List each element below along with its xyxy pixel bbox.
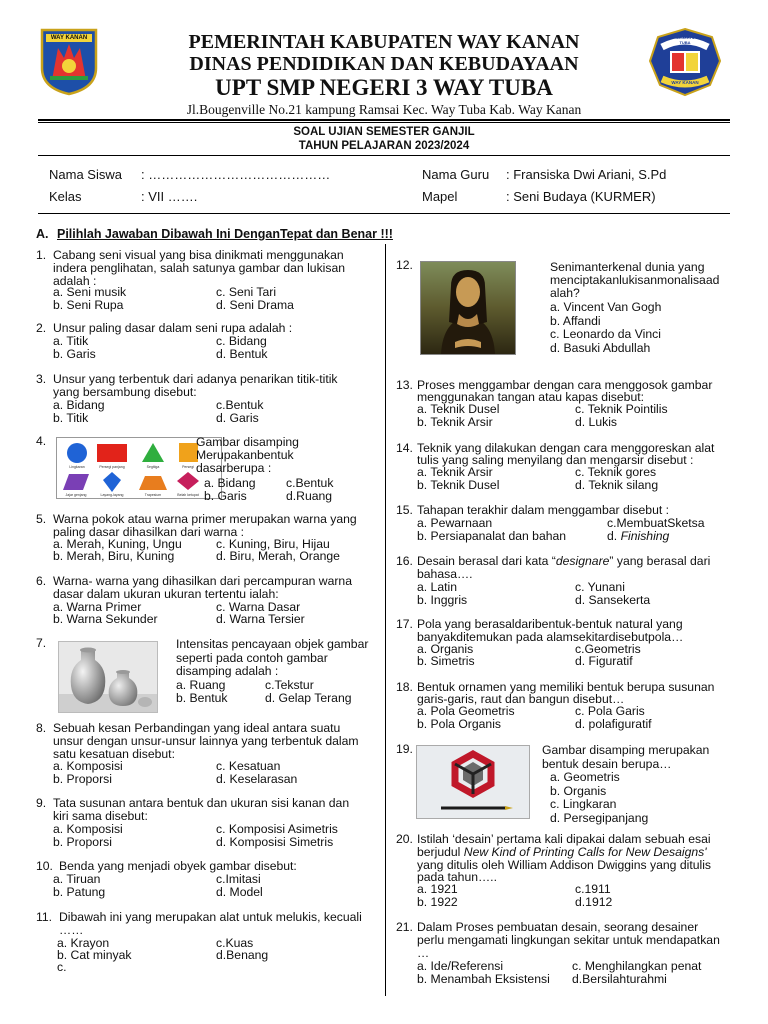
kelas-label: Kelas bbox=[49, 189, 82, 204]
option-d[interactable]: d. polafiguratif bbox=[575, 717, 652, 731]
question-text: Bentuk ornamen yang memiliki bentuk berupa susunan bbox=[417, 680, 715, 694]
option-d[interactable]: d. Gelap Terang bbox=[265, 691, 352, 705]
option-b[interactable]: b. Persiapanalat dan bahan bbox=[417, 529, 567, 543]
option-b[interactable]: b. Organis bbox=[550, 784, 607, 798]
nama-guru-value: : Fransiska Dwi Ariani, S.Pd bbox=[506, 167, 667, 182]
option-b[interactable]: b. Pola Organis bbox=[417, 717, 502, 731]
right-logo-bottom-text: WAY KANAN bbox=[671, 80, 699, 85]
question-number: 11. bbox=[36, 910, 53, 924]
question-number: 7. bbox=[36, 636, 47, 650]
question-4 bbox=[36, 435, 381, 505]
question-text: Intensitas pencayaan objek gambar bbox=[176, 637, 369, 651]
nama-siswa-value: : …………………………………… bbox=[141, 167, 331, 182]
shape-caption: Persegi panjang bbox=[99, 465, 125, 469]
question-text: Senimanterkenal dunia yang bbox=[550, 260, 705, 274]
question-text: perlu mengamati lingkungan sekitar untuk mendapatkan bbox=[417, 933, 720, 947]
option-a[interactable]: a. Komposisi bbox=[53, 822, 123, 836]
option-b[interactable]: b. Cat minyak bbox=[57, 948, 132, 962]
mapel-label: Mapel bbox=[422, 189, 458, 204]
question-text: Dibawah ini yang merupakan alat untuk melukis, kecuali bbox=[59, 910, 362, 924]
option-c-empty[interactable]: c. bbox=[57, 960, 67, 974]
question-text: bentuk desain berupa… bbox=[542, 757, 672, 771]
option-a[interactable]: a. Latin bbox=[417, 580, 457, 594]
section-letter: A. bbox=[36, 227, 49, 241]
parallelogram-shape bbox=[63, 474, 89, 490]
option-c[interactable]: c. Menghilangkan penat bbox=[572, 959, 702, 973]
question-number: 17. bbox=[396, 617, 413, 631]
title-rule bbox=[38, 155, 730, 156]
question-text: Istilah ‘desain’ pertama kali dipakai dalam sebuah esai bbox=[417, 832, 711, 846]
kelas-value: : VII ……. bbox=[141, 189, 198, 204]
option-a[interactable]: a. Seni musik bbox=[53, 285, 127, 299]
question-text: Merupakanbentuk bbox=[196, 448, 294, 462]
question-11 bbox=[36, 911, 381, 975]
question-text: pada tahun….. bbox=[417, 870, 497, 884]
option-b[interactable]: b. Proporsi bbox=[53, 835, 112, 849]
question-5 bbox=[36, 513, 381, 565]
question-text: Benda yang menjadi obyek gambar disebut: bbox=[59, 859, 297, 873]
question-number: 12. bbox=[396, 258, 413, 272]
question-text: yang ditulis oleh William Addison Dwiggins yang ditulis bbox=[417, 858, 711, 872]
option-d[interactable]: d. Keselarasan bbox=[216, 772, 298, 786]
question-text: yang bersambung disebut: bbox=[53, 385, 197, 399]
option-a[interactable]: a. Bidang bbox=[53, 398, 105, 412]
option-a[interactable]: a. Pola Geometris bbox=[417, 704, 515, 718]
option-c[interactable]: c. Pola Garis bbox=[575, 704, 645, 718]
question-19 bbox=[396, 743, 736, 827]
option-d[interactable]: d.1912 bbox=[575, 895, 613, 909]
option-a[interactable]: a. Warna Primer bbox=[53, 600, 142, 614]
section-title: Pilihlah Jawaban Dibawah Ini DenganTepat dan Benar !!! bbox=[57, 227, 393, 241]
question-number: 3. bbox=[36, 372, 47, 386]
option-b[interactable]: b. Teknik Arsir bbox=[417, 415, 493, 429]
option-c[interactable]: c. Yunani bbox=[575, 580, 625, 594]
question-text: Gambar disamping merupakan bbox=[542, 743, 710, 757]
option-c[interactable]: c. Komposisi Asimetris bbox=[216, 822, 338, 836]
question-text: Tata susunan antara bentuk dan ukuran sisi kanan dan bbox=[53, 796, 350, 810]
option-a[interactable]: a. Vincent Van Gogh bbox=[550, 300, 662, 314]
question-number: 8. bbox=[36, 721, 47, 735]
option-d[interactable]: d. Figuratif bbox=[575, 654, 633, 668]
rectangle-shape bbox=[97, 444, 127, 462]
option-d[interactable]: d. Warna Tersier bbox=[216, 612, 305, 626]
question-20 bbox=[396, 833, 736, 911]
option-b[interactable]: b. Proporsi bbox=[53, 772, 112, 786]
question-text: Warna- warna yang dihasilkan dari percampuran warna bbox=[53, 574, 352, 588]
question-text: Warna pokok atau warna primer merupakan warna yang bbox=[53, 512, 357, 526]
option-c[interactable]: c. Kuning, Biru, Hijau bbox=[216, 537, 330, 551]
question-number: 14. bbox=[396, 441, 413, 455]
right-logo-top-text: SMP NEGERI 3 WAY TUBA bbox=[665, 35, 705, 45]
option-c[interactable]: c.Tekstur bbox=[265, 678, 314, 692]
question-1 bbox=[36, 249, 381, 315]
question-number: 4. bbox=[36, 434, 47, 448]
question-number: 20. bbox=[396, 832, 413, 846]
question-text: banyakditemukan pada alamsekitardisebutpola… bbox=[417, 630, 684, 644]
shape-caption: Belah ketupat bbox=[177, 493, 199, 497]
option-d[interactable]: d.Bersilahturahmi bbox=[572, 972, 667, 986]
option-a[interactable]: a. Tiruan bbox=[53, 872, 101, 886]
question-text: unsur dengan unsur-unsur lainnya yang terbentuk dalam bbox=[53, 734, 359, 748]
shape-caption: Lingkaran bbox=[69, 465, 85, 469]
option-a[interactable]: a. Ide/Referensi bbox=[417, 959, 504, 973]
question-number: 19. bbox=[396, 742, 413, 756]
option-c[interactable]: c. Teknik gores bbox=[575, 465, 657, 479]
question-8 bbox=[36, 722, 381, 788]
question-text: menggunakan tangan atau kapas disebut: bbox=[417, 390, 644, 404]
option-b[interactable]: b. Patung bbox=[53, 885, 106, 899]
option-a[interactable]: a. Merah, Kuning, Ungu bbox=[53, 537, 182, 551]
shape-caption: Jajar genjang bbox=[65, 493, 87, 497]
question-9 bbox=[36, 797, 381, 849]
option-a[interactable]: a. Teknik Arsir bbox=[417, 465, 493, 479]
header-address: Jl.Bougenville No.21 kampung Ramsai Kec. Way Tuba Kab. Way Kanan bbox=[186, 102, 582, 117]
question-text: menciptakanlukisanmonalisaad bbox=[550, 273, 720, 287]
option-d[interactable]: d. Seni Drama bbox=[216, 298, 294, 312]
option-a[interactable]: a. Geometris bbox=[550, 770, 620, 784]
question-7 bbox=[36, 637, 381, 715]
question-text: dasar dalam ukuran ukuran tertentu ialah: bbox=[53, 587, 279, 601]
option-c[interactable]: c. Warna Dasar bbox=[216, 600, 301, 614]
header-line-2: DINAS PENDIDIKAN DAN KEBUDAYAAN bbox=[189, 53, 579, 75]
mona-lisa-image bbox=[420, 261, 516, 355]
question-text: disamping adalah : bbox=[176, 664, 279, 678]
option-d[interactable]: d. Lukis bbox=[575, 415, 618, 429]
option-d[interactable]: d.Ruang bbox=[286, 489, 333, 503]
question-text: kiri sama disebut: bbox=[53, 809, 148, 823]
question-text: Proses menggambar dengan cara menggosok gambar bbox=[417, 378, 713, 392]
option-d-prefix: d. bbox=[607, 529, 621, 543]
question-text: Unsur paling dasar dalam seni rupa adalah : bbox=[53, 321, 293, 335]
question-text: satu kesatuan disebut: bbox=[53, 747, 175, 761]
question-text: Pola yang berasaldaribentuk-bentuk natural yang bbox=[417, 617, 683, 631]
option-b[interactable]: b. Affandi bbox=[550, 314, 601, 328]
trapezoid-shape bbox=[139, 476, 167, 490]
question-number: 13. bbox=[396, 378, 413, 392]
option-d[interactable]: d. Bentuk bbox=[216, 347, 268, 361]
option-b[interactable]: b. Seni Rupa bbox=[53, 298, 124, 312]
question-text bbox=[417, 555, 710, 568]
option-c[interactable]: c. Leonardo da Vinci bbox=[550, 327, 661, 341]
header-line-3: UPT SMP NEGERI 3 WAY TUBA bbox=[215, 75, 553, 100]
question-text: paling dasar dihasilkan dari warna : bbox=[53, 525, 245, 539]
nama-siswa-label: Nama Siswa bbox=[49, 167, 122, 182]
option-c[interactable]: c.Kuas bbox=[216, 936, 254, 950]
question-text: adalah : bbox=[53, 274, 97, 288]
kite-shape bbox=[103, 472, 121, 492]
question-text: …… bbox=[59, 923, 84, 937]
header-line-1: PEMERINTAH KABUPATEN WAY KANAN bbox=[188, 31, 580, 53]
option-d[interactable] bbox=[607, 530, 669, 543]
question-text: dasarberupa : bbox=[196, 461, 272, 475]
shape-caption: Trapesium bbox=[144, 493, 162, 497]
option-b[interactable]: b. Warna Sekunder bbox=[53, 612, 158, 626]
header-rule-thin bbox=[38, 122, 730, 123]
option-b[interactable]: b. Simetris bbox=[417, 654, 475, 668]
option-d[interactable]: d. Model bbox=[216, 885, 263, 899]
option-b[interactable]: b. 1922 bbox=[417, 895, 458, 909]
question-text: Cabang seni visual yang bisa dinikmati menggunakan bbox=[53, 248, 344, 262]
option-b[interactable]: b. Menambah Eksistensi bbox=[417, 972, 550, 986]
option-b[interactable]: b. Bentuk bbox=[176, 691, 228, 705]
question-number: 18. bbox=[396, 680, 413, 694]
question-text-italic: New Kind of Printing Calls for New Desaigns' bbox=[463, 845, 707, 859]
option-d[interactable]: d. Basuki Abdullah bbox=[550, 341, 651, 355]
question-text: alah? bbox=[550, 286, 580, 300]
column-divider bbox=[385, 244, 386, 996]
option-c[interactable]: c.Bentuk bbox=[216, 398, 264, 412]
option-a[interactable]: a. Ruang bbox=[176, 678, 226, 692]
option-b[interactable]: b. Inggris bbox=[417, 593, 468, 607]
option-d[interactable]: d. Komposisi Simetris bbox=[216, 835, 334, 849]
option-d[interactable]: d. Persegipanjang bbox=[550, 811, 649, 825]
option-c[interactable]: c.MembuatSketsa bbox=[607, 516, 705, 530]
option-c[interactable]: c.Imitasi bbox=[216, 872, 261, 886]
left-logo-text: WAY KANAN bbox=[50, 35, 88, 41]
mapel-value: : Seni Budaya (KURMER) bbox=[506, 189, 656, 204]
question-13 bbox=[396, 379, 736, 431]
question-6 bbox=[36, 575, 381, 627]
option-a[interactable]: a. Bidang bbox=[204, 476, 256, 490]
exam-year: TAHUN PELAJARAN 2023/2024 bbox=[298, 140, 470, 152]
question-text: garis-garis, raut dan bangun disebut… bbox=[417, 692, 625, 706]
question-text bbox=[417, 846, 707, 859]
option-d[interactable]: d. Sansekerta bbox=[575, 593, 651, 607]
question-number: 5. bbox=[36, 512, 47, 526]
circle-shape bbox=[67, 443, 87, 463]
option-d[interactable]: d. Biru, Merah, Orange bbox=[216, 549, 340, 563]
option-a[interactable]: a. Komposisi bbox=[53, 759, 123, 773]
option-a[interactable]: a. Titik bbox=[53, 334, 89, 348]
question-text: Teknik yang dilakukan dengan cara menggoreskan alat bbox=[417, 441, 715, 455]
option-d[interactable]: d.Benang bbox=[216, 948, 269, 962]
question-2 bbox=[36, 322, 381, 362]
question-text: tulis yang saling menyilang dan mengarsir disebut : bbox=[417, 453, 694, 467]
still-life-image bbox=[58, 641, 158, 713]
question-text: bahasa…. bbox=[417, 567, 473, 581]
question-number: 2. bbox=[36, 321, 47, 335]
option-d-italic: Finishing bbox=[620, 529, 670, 543]
option-b[interactable]: b. Merah, Biru, Kuning bbox=[53, 549, 175, 563]
question-number: 9. bbox=[36, 796, 47, 810]
option-c[interactable]: c.Geometris bbox=[575, 642, 641, 656]
question-number: 21. bbox=[396, 920, 413, 934]
nama-guru-label: Nama Guru bbox=[422, 167, 490, 182]
question-text: seperti pada contoh gambar bbox=[176, 651, 328, 665]
option-b[interactable]: b. Titik bbox=[53, 411, 89, 425]
geometric-design-image bbox=[416, 745, 530, 819]
question-number: 16. bbox=[396, 554, 413, 568]
option-a[interactable]: a. Pewarnaan bbox=[417, 516, 493, 530]
identity-rule bbox=[38, 213, 730, 214]
option-a[interactable]: a. Krayon bbox=[57, 936, 110, 950]
option-c[interactable]: c.1911 bbox=[575, 882, 611, 896]
header-rule-thick bbox=[38, 119, 730, 121]
triangle-shape bbox=[142, 443, 164, 462]
option-a[interactable]: a. 1921 bbox=[417, 882, 458, 896]
question-14 bbox=[396, 442, 736, 494]
question-text: Gambar disamping bbox=[196, 435, 299, 449]
exam-title: SOAL UJIAN SEMESTER GANJIL bbox=[293, 126, 475, 138]
question-15 bbox=[396, 504, 736, 544]
question-12 bbox=[396, 259, 736, 359]
option-d[interactable]: d. Teknik silang bbox=[575, 478, 659, 492]
question-21 bbox=[396, 921, 736, 987]
question-text: … bbox=[417, 946, 430, 960]
question-17 bbox=[396, 618, 736, 670]
option-a[interactable]: a. Teknik Dusel bbox=[417, 402, 500, 416]
question-text: Tahapan terakhir dalam menggambar disebut : bbox=[417, 503, 670, 517]
question-16 bbox=[396, 555, 736, 607]
question-text: indera penglihatan, salah satunya gambar dan lukisan bbox=[53, 261, 346, 275]
question-number: 6. bbox=[36, 574, 47, 588]
option-c[interactable]: c. Lingkaran bbox=[550, 797, 617, 811]
shape-caption: Segitiga bbox=[146, 465, 160, 469]
shape-caption: Layang-layang bbox=[100, 493, 124, 497]
option-c[interactable]: c. Seni Tari bbox=[216, 285, 277, 299]
question-10 bbox=[36, 860, 381, 900]
question-text: Sebuah kesan Perbandingan yang ideal antara suatu bbox=[53, 721, 341, 735]
option-c[interactable]: c. Kesatuan bbox=[216, 759, 281, 773]
question-number: 10. bbox=[36, 859, 53, 873]
option-c[interactable]: c. Teknik Pointilis bbox=[575, 402, 668, 416]
question-text-part: berjudul bbox=[417, 845, 464, 859]
shape-caption: Persegi bbox=[182, 465, 194, 469]
option-b[interactable]: b. Teknik Dusel bbox=[417, 478, 500, 492]
option-c[interactable]: c.Bentuk bbox=[286, 476, 334, 490]
question-3 bbox=[36, 373, 381, 425]
question-text: Dalam Proses pembuatan desain, seorang desainer bbox=[417, 920, 699, 934]
question-text-part: ” yang berasal dari bbox=[609, 554, 711, 568]
option-c[interactable]: c. Bidang bbox=[216, 334, 267, 348]
question-number: 15. bbox=[396, 503, 413, 517]
option-a[interactable]: a. Organis bbox=[417, 642, 474, 656]
question-18 bbox=[396, 681, 736, 733]
option-b[interactable]: b. Garis bbox=[204, 489, 247, 503]
option-b[interactable]: b. Garis bbox=[53, 347, 96, 361]
question-text-part: Desain berasal dari kata “ bbox=[417, 554, 556, 568]
question-text-italic: designare bbox=[555, 554, 610, 568]
question-text: Unsur yang terbentuk dari adanya penarikan titik-titik bbox=[53, 372, 338, 386]
option-d[interactable]: d. Garis bbox=[216, 411, 259, 425]
question-number: 1. bbox=[36, 248, 47, 262]
